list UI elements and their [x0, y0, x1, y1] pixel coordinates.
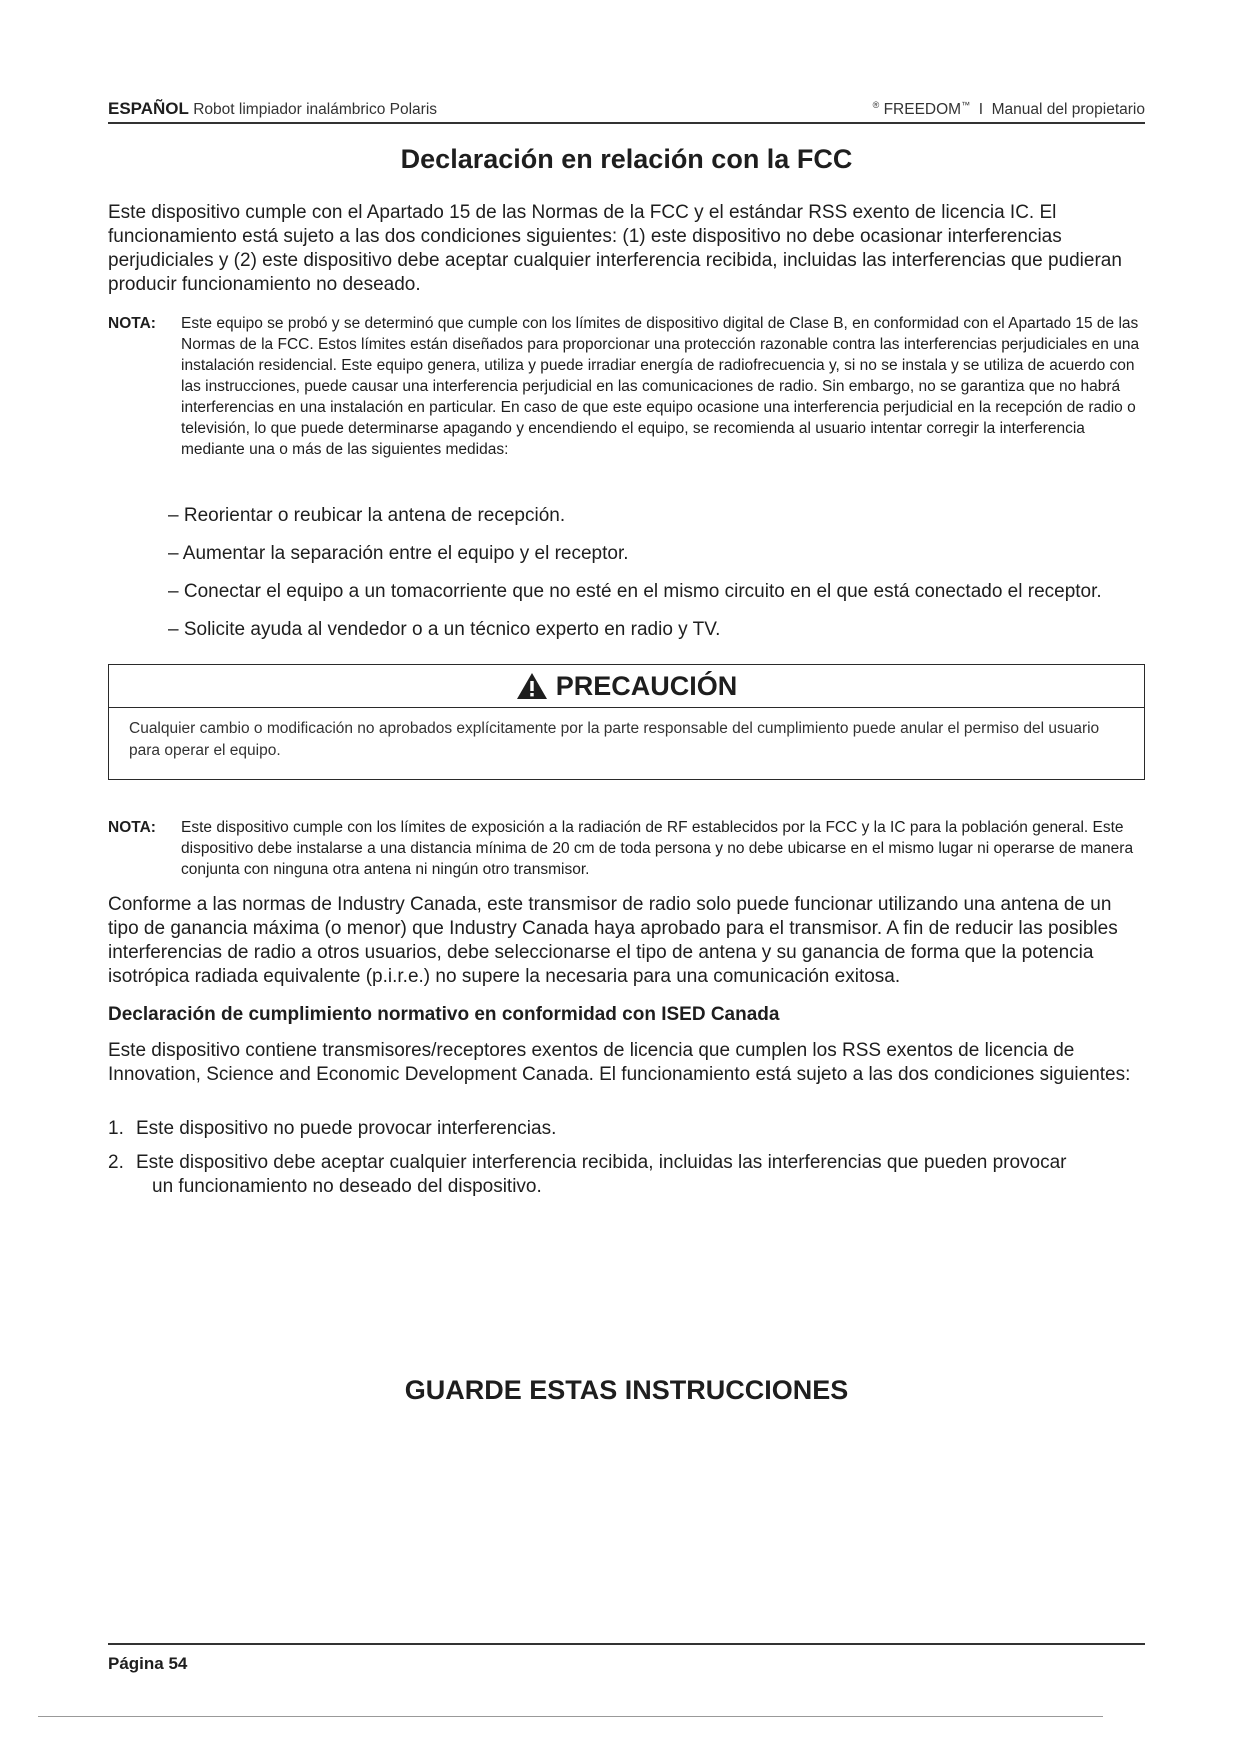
caution-title: PRECAUCIÓN	[555, 670, 738, 701]
page-title: Declaración en relación con la FCC	[400, 144, 853, 174]
condition-number: 2.	[108, 1152, 124, 1173]
registered-mark: ®	[872, 99, 880, 110]
footer-divider	[108, 1643, 1145, 1645]
ised-paragraph: Este dispositivo contiene transmisores/receptores exentos de licencia que cumplen los RSS exentos de licencia de Innovation, Science and Economic Development Canada. El funcionamiento está sujeto a las dos condiciones siguientes:	[108, 1040, 1131, 1085]
note-text: Este equipo se probó y se determinó que cumple con los límites de dispositivo digital de Clase B, en conformidad con el Apartado 15 de las Normas de la FCC. Estos límites están diseñados para proporcionar una protección razonable contra las interferencias perjudiciales en una instalación residencial. Este equipo genera, utiliza y puede irradiar energía de radiofrecuencia y, si no se instala y se utiliza de acuerdo con las instrucciones, puede causar una interferencia perjudicial en las comunicaciones de radio. Sin embargo, no se garantiza que no habrá interferencias en una instalación en particular. En caso de que este equipo ocasione una interferencia perjudicial en la recepción de radio o televisión, lo que puede determinarse apagando y encendiendo el equipo, se recomienda al usuario intentar corregir la interferencia mediante una o más de las siguientes medidas:	[181, 315, 1140, 458]
page-header	[108, 96, 1145, 124]
trademark-mark: ™	[961, 99, 971, 110]
condition-text: Este dispositivo debe aceptar cualquier interferencia recibida, incluidas las interferencias que pueden provocar	[136, 1152, 1067, 1173]
save-instructions-heading: GUARDE ESTAS INSTRUCCIONES	[404, 1375, 849, 1405]
note-label: NOTA:	[108, 819, 156, 836]
caution-header	[109, 665, 1144, 708]
note-fcc	[108, 313, 1148, 460]
header-brand: FREEDOM	[883, 101, 962, 118]
measure-item: – Solicite ayuda al vendedor o a un técnico experto en radio y TV.	[168, 619, 721, 640]
header-separator: I	[978, 101, 983, 118]
note-label: NOTA:	[108, 315, 156, 332]
header-left	[108, 99, 437, 119]
warning-icon	[516, 672, 548, 700]
scan-edge-line	[38, 1716, 1103, 1717]
caution-text: Cualquier cambio o modificación no aprobados explícitamente por la parte responsable del cumplimiento puede anular el permiso del usuario para operar el equipo.	[129, 720, 1100, 759]
header-product: Robot limpiador inalámbrico Polaris	[193, 101, 438, 118]
measure-item: – Conectar el equipo a un tomacorriente que no esté en el mismo circuito en el que está conectado el receptor.	[168, 581, 1102, 602]
industry-canada-paragraph: Conforme a las normas de Industry Canada, este transmisor de radio solo puede funcionar utilizando una antena de un tipo de ganancia máxima (o menor) que Industry Canada haya aprobado para el transmisor. A fin de reducir las posibles interferencias de radio a otros usuarios, debe seleccionarse el tipo de antena y su ganancia de forma que la potencia isotrópica radiada equivalente (p.i.r.e.) no supere la necesaria para una comunicación exitosa.	[108, 894, 1118, 987]
measure-item: – Aumentar la separación entre el equipo y el receptor.	[168, 543, 629, 564]
note-text: Este dispositivo cumple con los límites de exposición a la radiación de RF establecidos por la FCC y la IC para la población general. Este dispositivo debe instalarse a una distancia mínima de 20 cm de toda persona y no debe ubicarse en el mismo lugar ni operarse de manera conjunta con ninguna otra antena ni ningún otro transmisor.	[181, 819, 1134, 878]
condition-number: 1.	[108, 1118, 124, 1139]
condition-text-continued: un funcionamiento no deseado del dispositivo.	[152, 1176, 542, 1197]
note-rf-exposure	[108, 817, 1148, 880]
condition-text: Este dispositivo no puede provocar interferencias.	[136, 1118, 557, 1139]
condition-item	[108, 1117, 1138, 1141]
header-language: ESPAÑOL	[108, 99, 189, 118]
ised-heading: Declaración de cumplimiento normativo en conformidad con ISED Canada	[108, 1004, 780, 1025]
caution-box	[108, 664, 1145, 780]
measure-item: – Reorientar o reubicar la antena de recepción.	[168, 505, 566, 526]
header-manual: Manual del propietario	[991, 101, 1145, 118]
header-right	[873, 100, 1145, 119]
page-number: Página 54	[108, 1654, 188, 1673]
condition-item	[108, 1151, 1138, 1199]
intro-paragraph: Este dispositivo cumple con el Apartado 15 de las Normas de la FCC y el estándar RSS exento de licencia IC. El funcionamiento está sujeto a las dos condiciones siguientes: (1) este dispositivo no debe ocasionar interferencias perjudiciales y (2) este dispositivo debe aceptar cualquier interferencia recibida, incluidas las interferencias que pudieran producir funcionamiento no deseado.	[108, 202, 1122, 295]
